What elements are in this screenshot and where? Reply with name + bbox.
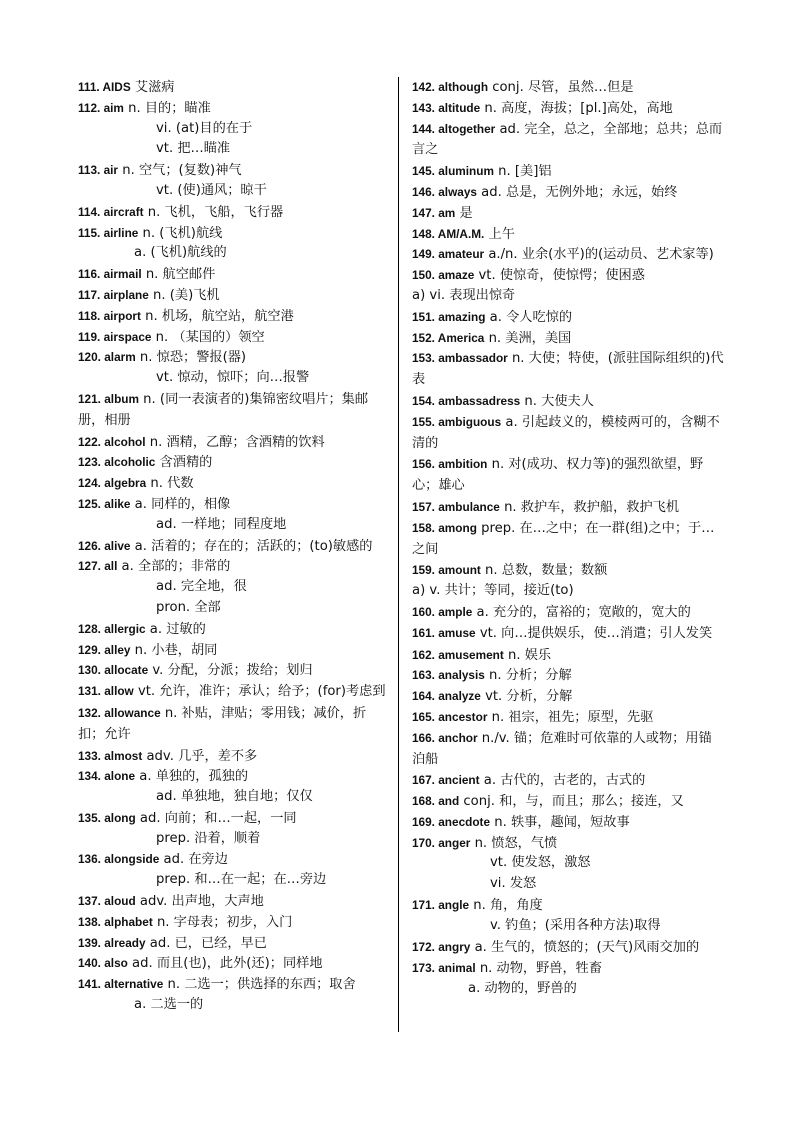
entry-definition: vt. 允许，准许；承认；给予；(for)考虑到: [133, 684, 386, 700]
entry-headword: 155. ambiguous: [412, 414, 502, 429]
entry-definition: n. 飞机，飞船，飞行器: [143, 204, 284, 220]
dictionary-entry: [412, 895, 724, 916]
entry-definition: vt. 把…瞄准: [156, 141, 231, 157]
dictionary-entry: [78, 933, 390, 954]
dictionary-entry: [412, 812, 724, 833]
dictionary-entry: [78, 160, 390, 181]
entry-headword: 172. angry: [412, 939, 471, 954]
left-column: [78, 77, 390, 1016]
entry-headword: 144. altogether: [412, 121, 496, 136]
entry-definition: 艾滋病: [130, 80, 175, 95]
dictionary-entry: [78, 974, 390, 995]
dictionary-entry: [78, 660, 390, 681]
entry-definition: n. 总数，数量；数额: [480, 563, 608, 579]
entry-definition: conj. 尽管，虽然…但是: [488, 80, 634, 95]
dictionary-entry: [78, 452, 390, 473]
dictionary-entry: [412, 665, 724, 686]
entry-headword: 167. ancient: [412, 773, 480, 788]
dictionary-entry: [412, 686, 724, 707]
entry-headword: 129. alley: [78, 642, 131, 657]
dictionary-entry: [412, 348, 724, 391]
entry-headword: 147. am: [412, 205, 456, 220]
dictionary-entry: [78, 494, 390, 515]
entry-headword: 146. always: [412, 184, 477, 199]
entry-sense-line: [78, 515, 390, 536]
entry-headword: 116. airmail: [78, 267, 142, 282]
dictionary-entry: [78, 953, 390, 974]
dictionary-entry: [412, 244, 724, 265]
entry-definition: a. 过敏的: [145, 621, 206, 637]
entry-headword: 159. amount: [412, 563, 481, 578]
entry-definition: conj. 和，与，而且；那么；接连，又: [459, 794, 684, 810]
entry-sense-line: [412, 286, 724, 307]
dictionary-entry: [412, 602, 724, 623]
dictionary-entry: [78, 202, 390, 223]
entry-definition: 上午: [484, 226, 515, 242]
entry-headword: 136. alongside: [78, 852, 160, 867]
entry-headword: 130. allocate: [78, 663, 149, 678]
dictionary-entry: [412, 560, 724, 581]
entry-definition: n. 娱乐: [503, 647, 552, 663]
entry-sense-line: [412, 581, 724, 602]
entry-definition: n. 救护车，救护船，救护飞机: [499, 499, 680, 515]
dictionary-entry: [78, 347, 390, 368]
dictionary-entry: [78, 223, 390, 244]
entry-headword: 133. almost: [78, 748, 143, 763]
entry-definition: a. 令人吃惊的: [485, 309, 573, 325]
entry-headword: 120. alarm: [78, 350, 136, 365]
entry-definition: prep. 在…之中；在一群(组)之中；于…之间: [412, 520, 715, 557]
dictionary-entry: [78, 285, 390, 306]
dictionary-entry: [412, 182, 724, 203]
dictionary-entry: [78, 640, 390, 661]
entry-definition: n. (同一表演者的)集锦密纹唱片；集邮册，相册: [78, 391, 369, 428]
entry-headword: 141. alternative: [78, 977, 164, 992]
entry-definition: vi. (at)目的在于: [156, 120, 253, 136]
entry-headword: 162. amusement: [412, 647, 504, 662]
entry-definition: n. (飞机)航线: [138, 225, 223, 241]
entry-sense-line: [78, 598, 390, 619]
dictionary-entry: [78, 619, 390, 640]
entry-headword: 165. ancestor: [412, 709, 488, 724]
dictionary-entry: [412, 958, 724, 979]
dictionary-entry: [78, 98, 390, 119]
dictionary-entry: [78, 327, 390, 348]
entry-definition: 含酒精的: [155, 455, 213, 471]
dictionary-entry: [412, 98, 724, 119]
dictionary-entry: [412, 328, 724, 349]
dictionary-entry: [78, 746, 390, 767]
entry-sense-line: [412, 853, 724, 874]
entry-definition: n. 角，角度: [469, 898, 543, 914]
entry-headword: 171. angle: [412, 898, 470, 913]
entry-headword: 113. air: [78, 163, 119, 178]
entry-headword: 135. along: [78, 810, 136, 825]
entry-headword: 134. alone: [78, 769, 136, 784]
entry-definition: v. 钓鱼；(采用各种方法)取得: [490, 917, 661, 933]
dictionary-entry: [78, 536, 390, 557]
entry-definition: n. 空气；(复数)神气: [118, 163, 242, 179]
entry-headword: 164. analyze: [412, 689, 481, 704]
entry-definition: a) v. 共计；等同，接近(to): [412, 583, 574, 599]
entry-headword: 154. ambassadress: [412, 393, 521, 408]
entry-definition: vt. (使)通风；晾干: [156, 182, 267, 198]
entry-sense-line: [78, 119, 390, 140]
dictionary-entry: [412, 645, 724, 666]
entry-definition: prep. 和…在一起；在…旁边: [156, 872, 327, 888]
entry-definition: 是: [455, 205, 473, 221]
entry-headword: 150. amaze: [412, 268, 475, 283]
entry-definition: a. 单独的，孤独的: [135, 769, 249, 785]
entry-headword: 125. alike: [78, 496, 131, 511]
entry-definition: prep. 沿着，顺着: [156, 830, 261, 846]
dictionary-entry: [412, 937, 724, 959]
entry-definition: n. 动物，野兽，牲畜: [475, 961, 603, 977]
dictionary-entry: [412, 412, 724, 455]
entry-headword: 161. amuse: [412, 625, 476, 640]
entry-definition: a. 动物的，野兽的: [468, 981, 577, 997]
dictionary-entry: [78, 473, 390, 494]
dictionary-entry: [78, 389, 390, 432]
dictionary-entry: [412, 707, 724, 728]
dictionary-entry: [412, 265, 724, 286]
entry-headword: 139. already: [78, 935, 146, 950]
dictionary-entry: [412, 77, 724, 98]
dictionary-entry: [78, 891, 390, 912]
entry-definition: n. 愤怒，气愤: [470, 835, 558, 851]
entry-headword: 132. allowance: [78, 705, 161, 720]
entry-definition: n. 高度，海拔；[pl.]高处，高地: [480, 100, 673, 116]
entry-definition: n. 对(成功、权力等)的强烈欲望，野心；雄心: [412, 457, 704, 494]
entry-definition: vt. 向…提供娱乐，使…消遣；引人发笑: [475, 625, 713, 641]
entry-headword: 123. alcoholic: [78, 455, 156, 470]
entry-definition: n. 补贴，津贴；零用钱；减价，折扣；允许: [78, 705, 367, 742]
entry-headword: 138. alphabet: [78, 914, 153, 929]
entry-definition: n. 代数: [146, 476, 194, 492]
entry-sense-line: [78, 577, 390, 598]
column-divider: [398, 77, 399, 1032]
entry-definition: pron. 全部: [156, 599, 221, 615]
entry-definition: a. 生气的，愤怒的；(天气)风雨交加的: [470, 939, 700, 955]
entry-definition: a. 古代的，古老的，古式的: [479, 773, 646, 789]
entry-sense-line: [78, 829, 390, 850]
entry-definition: adv. 几乎，差不多: [142, 748, 258, 764]
dictionary-entry: [412, 791, 724, 812]
entry-headword: 126. alive: [78, 538, 131, 553]
entry-headword: 142. although: [412, 80, 489, 94]
dictionary-entry: [412, 497, 724, 518]
entry-headword: 170. anger: [412, 835, 471, 850]
entry-definition: n. 航空邮件: [141, 267, 216, 283]
dictionary-entry: [78, 766, 390, 787]
entry-definition: ad. 向前；和…一起，一同: [135, 810, 297, 826]
entry-definition: n. 二选一；供选择的东西；取舍: [163, 977, 356, 993]
entry-headword: 153. ambassador: [412, 351, 508, 366]
entry-sense-line: [412, 979, 724, 1000]
dictionary-entry: [412, 454, 724, 497]
entry-headword: 145. aluminum: [412, 164, 494, 179]
entry-headword: 112. aim: [78, 100, 124, 115]
entry-definition: n. 大使；特使，(派驻国际组织的)代表: [412, 351, 724, 388]
entry-definition: n. 祖宗，祖先；原型，先驱: [487, 709, 654, 725]
entry-definition: n. 大使夫人: [520, 393, 594, 409]
entry-headword: 169. anecdote: [412, 814, 491, 829]
dictionary-entry: [412, 728, 724, 771]
dictionary-entry: [412, 623, 724, 645]
entry-headword: 115. airline: [78, 225, 139, 240]
entry-headword: 140. also: [78, 956, 128, 971]
entry-definition: ad. 而且(也)，此外(还)；同样地: [127, 956, 323, 972]
entry-definition: ad. 单独地，独自地；仅仅: [156, 789, 313, 805]
entry-headword: 156. ambition: [412, 457, 488, 472]
entry-headword: 114. aircraft: [78, 204, 144, 219]
entry-definition: ad. 在旁边: [159, 852, 228, 868]
entry-headword: 148. AM/A.M.: [412, 226, 485, 241]
entry-definition: a./n. 业余(水平)的(运动员、艺术家等): [484, 247, 714, 263]
entry-headword: 160. ample: [412, 604, 473, 619]
entry-definition: n. 机场，航空站，航空港: [140, 308, 294, 324]
entry-definition: ad. 一样地；同程度地: [156, 516, 287, 532]
dictionary-entry: [412, 391, 724, 412]
dictionary-entry: [412, 119, 724, 162]
entry-definition: a. 活着的；存在的；活跃的；(to)敏感的: [130, 538, 373, 554]
entry-definition: n. 分析；分解: [484, 668, 572, 684]
entry-headword: 111. AIDS: [78, 80, 131, 94]
dictionary-entry: [78, 432, 390, 453]
entry-headword: 168. and: [412, 794, 460, 809]
entry-definition: ad. 总是，无例外地；永远，始终: [476, 184, 678, 200]
entry-definition: vt. 惊动，惊吓；向…报警: [156, 370, 310, 386]
entry-sense-line: [78, 995, 390, 1016]
right-column: [412, 77, 724, 1000]
entry-definition: a. 全部的；非常的: [117, 559, 231, 575]
entry-definition: adv. 出声地，大声地: [135, 894, 264, 910]
entry-headword: 121. album: [78, 391, 139, 406]
entry-definition: a. 二选一的: [134, 997, 204, 1013]
dictionary-entry: [412, 518, 724, 561]
entry-definition: v. 分配，分派；拨给；划归: [148, 663, 313, 679]
entry-definition: n. 字母表；初步，入门: [152, 914, 293, 930]
dictionary-entry: [412, 224, 724, 245]
entry-headword: 143. altitude: [412, 100, 481, 115]
entry-headword: 117. airplane: [78, 287, 149, 302]
entry-headword: 158. among: [412, 520, 477, 535]
entry-definition: vt. 使惊奇，使惊愕；使困惑: [474, 268, 645, 284]
entry-definition: n. (美)飞机: [148, 287, 220, 303]
entry-headword: 149. amateur: [412, 247, 485, 262]
entry-sense-line: [78, 870, 390, 891]
dictionary-entry: [78, 849, 390, 870]
entry-definition: a. 充分的，富裕的；宽敞的，宽大的: [472, 604, 691, 620]
entry-definition: n. 美洲，美国: [484, 330, 572, 346]
entry-headword: 157. ambulance: [412, 499, 500, 514]
entry-headword: 163. analysis: [412, 668, 485, 683]
entry-definition: a. (飞机)航线的: [134, 245, 227, 261]
entry-definition: n. 轶事，趣闻，短故事: [490, 814, 630, 830]
entry-definition: a. 引起歧义的，模棱两可的，含糊不清的: [412, 414, 720, 451]
dictionary-entry: [412, 833, 724, 854]
entry-headword: 131. allow: [78, 684, 134, 699]
entry-definition: ad. 完全，总之，全部地；总共；总而言之: [412, 121, 723, 158]
entry-headword: 118. airport: [78, 308, 141, 323]
dictionary-entry: [78, 77, 390, 98]
entry-definition: n. 目的；瞄准: [123, 100, 211, 116]
dictionary-entry: [78, 808, 390, 829]
entry-headword: 119. airspace: [78, 329, 152, 344]
entry-headword: 128. allergic: [78, 621, 146, 636]
entry-definition: n./v. 锚；危难时可依靠的人或物；用锚泊船: [412, 730, 712, 767]
entry-headword: 166. anchor: [412, 730, 478, 745]
entry-definition: n. 小巷，胡同: [130, 642, 218, 658]
entry-definition: vt. 使发怒，激怒: [490, 855, 591, 871]
entry-headword: 152. America: [412, 330, 485, 345]
entry-definition: n. （某国的）领空: [151, 329, 265, 345]
dictionary-entry: [78, 912, 390, 933]
entry-definition: a. 同样的，相像: [130, 496, 231, 512]
entry-definition: a) vi. 表现出惊奇: [412, 287, 516, 303]
entry-definition: vt. 分析，分解: [480, 689, 573, 705]
entry-headword: 137. aloud: [78, 894, 136, 909]
entry-headword: 122. alcohol: [78, 434, 146, 449]
entry-definition: vi. 发怒: [490, 876, 537, 892]
dictionary-entry: [78, 264, 390, 285]
entry-definition: n. [美]铝: [493, 164, 552, 180]
entry-headword: 173. animal: [412, 961, 476, 976]
entry-sense-line: [78, 243, 390, 264]
entry-sense-line: [78, 368, 390, 389]
entry-definition: ad. 完全地，很: [156, 579, 247, 595]
dictionary-entry: [412, 307, 724, 328]
entry-sense-line: [78, 787, 390, 808]
dictionary-entry: [78, 703, 390, 746]
dictionary-entry: [412, 203, 724, 224]
dictionary-entry: [78, 556, 390, 577]
dictionary-entry: [412, 770, 724, 791]
dictionary-entry: [78, 681, 390, 703]
dictionary-entry: [412, 161, 724, 182]
entry-headword: 127. all: [78, 559, 118, 574]
entry-sense-line: [412, 916, 724, 937]
entry-headword: 151. amazing: [412, 309, 486, 324]
entry-sense-line: [78, 139, 390, 160]
entry-definition: n. 惊恐；警报(器): [135, 350, 247, 366]
entry-sense-line: [412, 874, 724, 895]
entry-sense-line: [78, 181, 390, 202]
entry-headword: 124. algebra: [78, 476, 147, 491]
entry-definition: ad. 已，已经，早已: [145, 935, 267, 951]
entry-definition: n. 酒精，乙醇；含酒精的饮料: [145, 434, 325, 450]
dictionary-entry: [78, 306, 390, 327]
